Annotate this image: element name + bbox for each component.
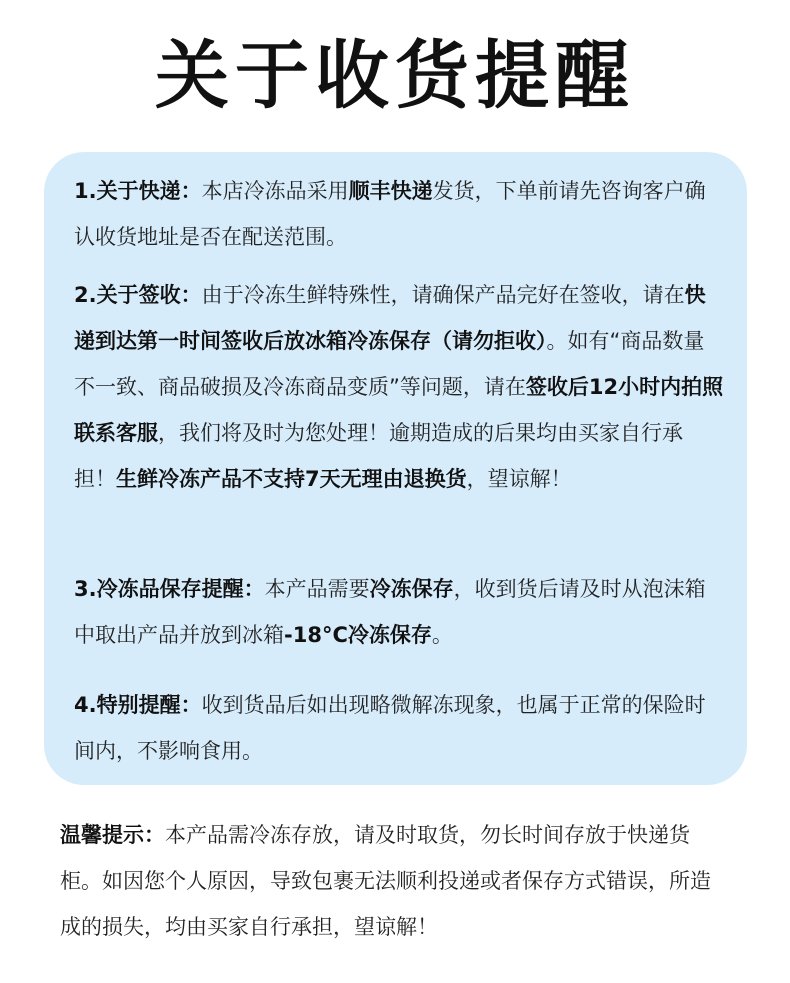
section-text: 。如有“商品数量不一致、商品破损及冷冻商品变质”等问题，请在 [74,329,705,399]
section-delivery [74,168,724,260]
section-heading: 2.关于签收： [74,283,202,307]
section-bold-text: 签收后12小时内拍照联系客服 [74,375,724,445]
section-receipt [74,272,724,502]
section-bold-text: 快递到达第一时间签收后放冰箱冷冻保存（请勿拒收） [74,283,706,353]
section-text: ，我们将及时为您处理！逾期造成的后果均由买家自行承担！ [74,421,683,491]
section-text: ，收到货后请及时从泡沫箱中取出产品并放到冰箱 [74,577,706,647]
section-heading: 4.特别提醒： [74,693,202,717]
section-text: 。 [431,623,453,647]
section-text: 本店冷冻品采用 [201,179,349,203]
section-text: ，望谅解！ [466,467,572,491]
section-text: 发货，下单前请先咨询客户确认收货地址是否在配送范围。 [74,179,706,249]
section-text: 收到货品后如出现略微解冻现象，也属于正常的保险时间内，不影响食用。 [74,693,706,763]
section-heading: 1.关于快递： [74,179,202,203]
section-bold-text: 冷冻保存 [369,577,454,601]
section-bold-text: -18°C冷冻保存 [284,623,432,647]
section-text: 本产品需要 [264,577,370,601]
section-special [74,682,724,774]
tip-text: 本产品需冷冻存放，请及时取货，勿长时间存放于快递货柜。如因您个人原因，导致包裹无法顺利投递或者保存方式错误，所造成的损失，均由买家自行承担，望谅解！ [60,823,711,939]
section-bold-text: 生鲜冷冻产品不支持7天无理由退换货 [116,467,467,491]
tip-heading: 温馨提示： [60,823,165,847]
section-storage [74,566,724,658]
section-heading: 3.冷冻品保存提醒： [74,577,265,601]
section-bold-text: 顺丰快递 [348,179,433,203]
section-text: 由于冷冻生鲜特殊性，请确保产品完好在签收，请在 [201,283,685,307]
warm-tip [60,812,730,950]
page-title: 关于收货提醒 [155,33,635,119]
